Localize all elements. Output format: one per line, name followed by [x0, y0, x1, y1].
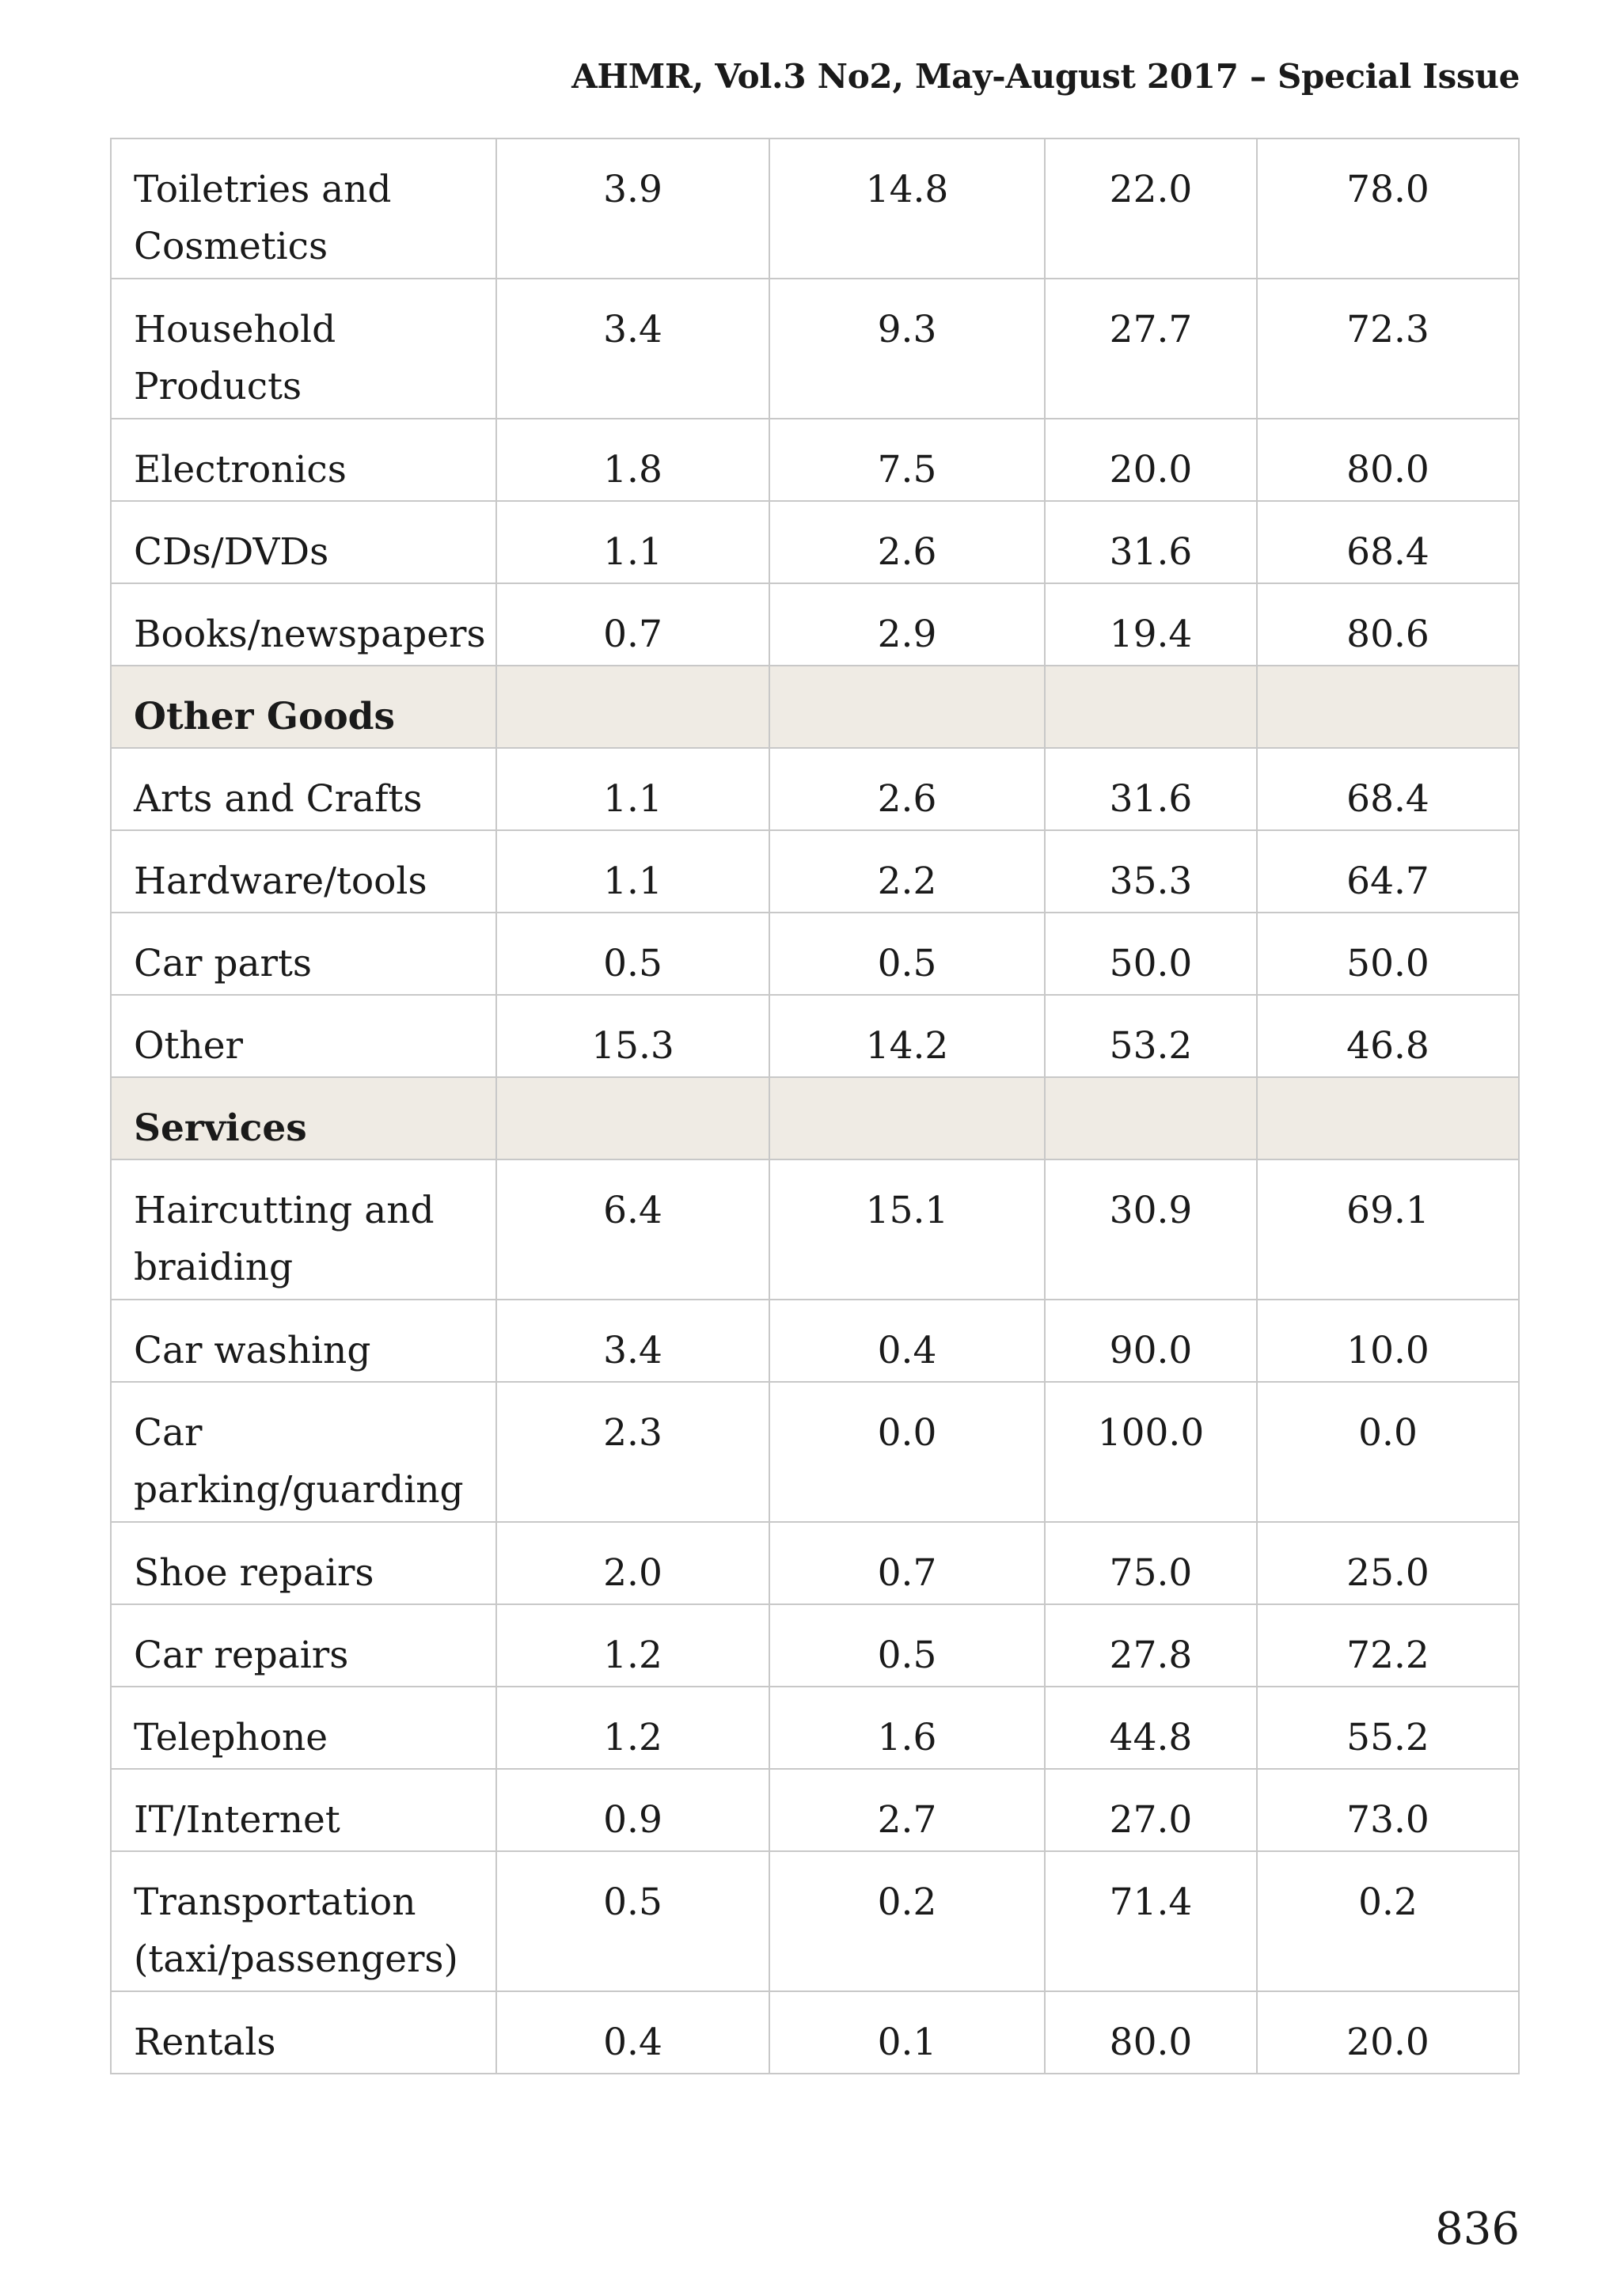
row-label: Rentals: [111, 1991, 496, 2074]
value-cell: 44.8: [1045, 1687, 1257, 1769]
value-cell: 35.3: [1045, 830, 1257, 913]
value-cell: 2.6: [769, 501, 1045, 583]
table-row: [111, 1382, 1519, 1522]
value-cell: 0.5: [769, 913, 1045, 995]
value-cell: 1.2: [496, 1604, 769, 1687]
value-cell: 0.0: [1257, 1382, 1519, 1522]
data-table: [110, 138, 1520, 2074]
table-body: [111, 139, 1519, 2074]
value-cell: 55.2: [1257, 1687, 1519, 1769]
table-row: [111, 1991, 1519, 2074]
empty-cell: [496, 1077, 769, 1159]
value-cell: 0.2: [769, 1851, 1045, 1991]
value-cell: 0.7: [769, 1522, 1045, 1604]
value-cell: 90.0: [1045, 1300, 1257, 1382]
page-number: 836: [1435, 2203, 1520, 2255]
value-cell: 80.0: [1257, 419, 1519, 501]
value-cell: 71.4: [1045, 1851, 1257, 1991]
table-row: [111, 279, 1519, 419]
section-label: Services: [111, 1077, 496, 1159]
value-cell: 78.0: [1257, 139, 1519, 279]
value-cell: 2.6: [769, 748, 1045, 830]
value-cell: 2.3: [496, 1382, 769, 1522]
value-cell: 27.8: [1045, 1604, 1257, 1687]
value-cell: 31.6: [1045, 501, 1257, 583]
empty-cell: [496, 666, 769, 748]
value-cell: 68.4: [1257, 501, 1519, 583]
value-cell: 0.5: [496, 913, 769, 995]
value-cell: 6.4: [496, 1159, 769, 1300]
table-row: [111, 1522, 1519, 1604]
row-label: Car parking/guarding: [111, 1382, 496, 1522]
value-cell: 1.2: [496, 1687, 769, 1769]
value-cell: 1.8: [496, 419, 769, 501]
value-cell: 0.1: [769, 1991, 1045, 2074]
value-cell: 80.0: [1045, 1991, 1257, 2074]
row-label: Car washing: [111, 1300, 496, 1382]
empty-cell: [1257, 666, 1519, 748]
empty-cell: [769, 666, 1045, 748]
value-cell: 27.7: [1045, 279, 1257, 419]
value-cell: 22.0: [1045, 139, 1257, 279]
row-label: Arts and Crafts: [111, 748, 496, 830]
value-cell: 3.9: [496, 139, 769, 279]
value-cell: 9.3: [769, 279, 1045, 419]
row-label: Haircutting and braiding: [111, 1159, 496, 1300]
value-cell: 27.0: [1045, 1769, 1257, 1851]
value-cell: 68.4: [1257, 748, 1519, 830]
section-header-row: [111, 666, 1519, 748]
value-cell: 25.0: [1257, 1522, 1519, 1604]
row-label: Toiletries and Cosmetics: [111, 139, 496, 279]
empty-cell: [769, 1077, 1045, 1159]
row-label: Car parts: [111, 913, 496, 995]
value-cell: 46.8: [1257, 995, 1519, 1077]
empty-cell: [1045, 666, 1257, 748]
row-label: IT/Internet: [111, 1769, 496, 1851]
running-header: AHMR, Vol.3 No2, May-August 2017 – Special Issue: [571, 57, 1520, 96]
table-row: [111, 419, 1519, 501]
section-header-row: [111, 1077, 1519, 1159]
value-cell: 0.5: [769, 1604, 1045, 1687]
value-cell: 75.0: [1045, 1522, 1257, 1604]
table-row: [111, 583, 1519, 666]
table-row: [111, 1851, 1519, 1991]
value-cell: 30.9: [1045, 1159, 1257, 1300]
value-cell: 0.9: [496, 1769, 769, 1851]
value-cell: 72.2: [1257, 1604, 1519, 1687]
row-label: Other: [111, 995, 496, 1077]
value-cell: 50.0: [1045, 913, 1257, 995]
value-cell: 0.7: [496, 583, 769, 666]
value-cell: 1.1: [496, 501, 769, 583]
row-label: Transportation (taxi/passengers): [111, 1851, 496, 1991]
value-cell: 0.4: [496, 1991, 769, 2074]
section-label: Other Goods: [111, 666, 496, 748]
value-cell: 31.6: [1045, 748, 1257, 830]
value-cell: 0.0: [769, 1382, 1045, 1522]
value-cell: 1.1: [496, 748, 769, 830]
table-row: [111, 139, 1519, 279]
value-cell: 80.6: [1257, 583, 1519, 666]
value-cell: 7.5: [769, 419, 1045, 501]
value-cell: 0.2: [1257, 1851, 1519, 1991]
table-row: [111, 1769, 1519, 1851]
table-row: [111, 501, 1519, 583]
value-cell: 2.9: [769, 583, 1045, 666]
table-row: [111, 995, 1519, 1077]
value-cell: 0.4: [769, 1300, 1045, 1382]
row-label: Electronics: [111, 419, 496, 501]
value-cell: 50.0: [1257, 913, 1519, 995]
row-label: Hardware/tools: [111, 830, 496, 913]
value-cell: 10.0: [1257, 1300, 1519, 1382]
value-cell: 100.0: [1045, 1382, 1257, 1522]
table-row: [111, 1159, 1519, 1300]
value-cell: 2.2: [769, 830, 1045, 913]
value-cell: 20.0: [1045, 419, 1257, 501]
value-cell: 69.1: [1257, 1159, 1519, 1300]
value-cell: 1.1: [496, 830, 769, 913]
value-cell: 14.8: [769, 139, 1045, 279]
value-cell: 3.4: [496, 279, 769, 419]
table-row: [111, 913, 1519, 995]
value-cell: 14.2: [769, 995, 1045, 1077]
value-cell: 64.7: [1257, 830, 1519, 913]
empty-cell: [1257, 1077, 1519, 1159]
value-cell: 20.0: [1257, 1991, 1519, 2074]
row-label: Car repairs: [111, 1604, 496, 1687]
row-label: CDs/DVDs: [111, 501, 496, 583]
table-row: [111, 1300, 1519, 1382]
table-row: [111, 830, 1519, 913]
value-cell: 0.5: [496, 1851, 769, 1991]
value-cell: 73.0: [1257, 1769, 1519, 1851]
table-row: [111, 748, 1519, 830]
value-cell: 19.4: [1045, 583, 1257, 666]
value-cell: 1.6: [769, 1687, 1045, 1769]
table-row: [111, 1604, 1519, 1687]
row-label: Shoe repairs: [111, 1522, 496, 1604]
value-cell: 15.3: [496, 995, 769, 1077]
value-cell: 72.3: [1257, 279, 1519, 419]
value-cell: 3.4: [496, 1300, 769, 1382]
value-cell: 2.0: [496, 1522, 769, 1604]
table-row: [111, 1687, 1519, 1769]
empty-cell: [1045, 1077, 1257, 1159]
value-cell: 53.2: [1045, 995, 1257, 1077]
value-cell: 15.1: [769, 1159, 1045, 1300]
row-label: Books/newspapers: [111, 583, 496, 666]
value-cell: 2.7: [769, 1769, 1045, 1851]
row-label: Telephone: [111, 1687, 496, 1769]
row-label: Household Products: [111, 279, 496, 419]
